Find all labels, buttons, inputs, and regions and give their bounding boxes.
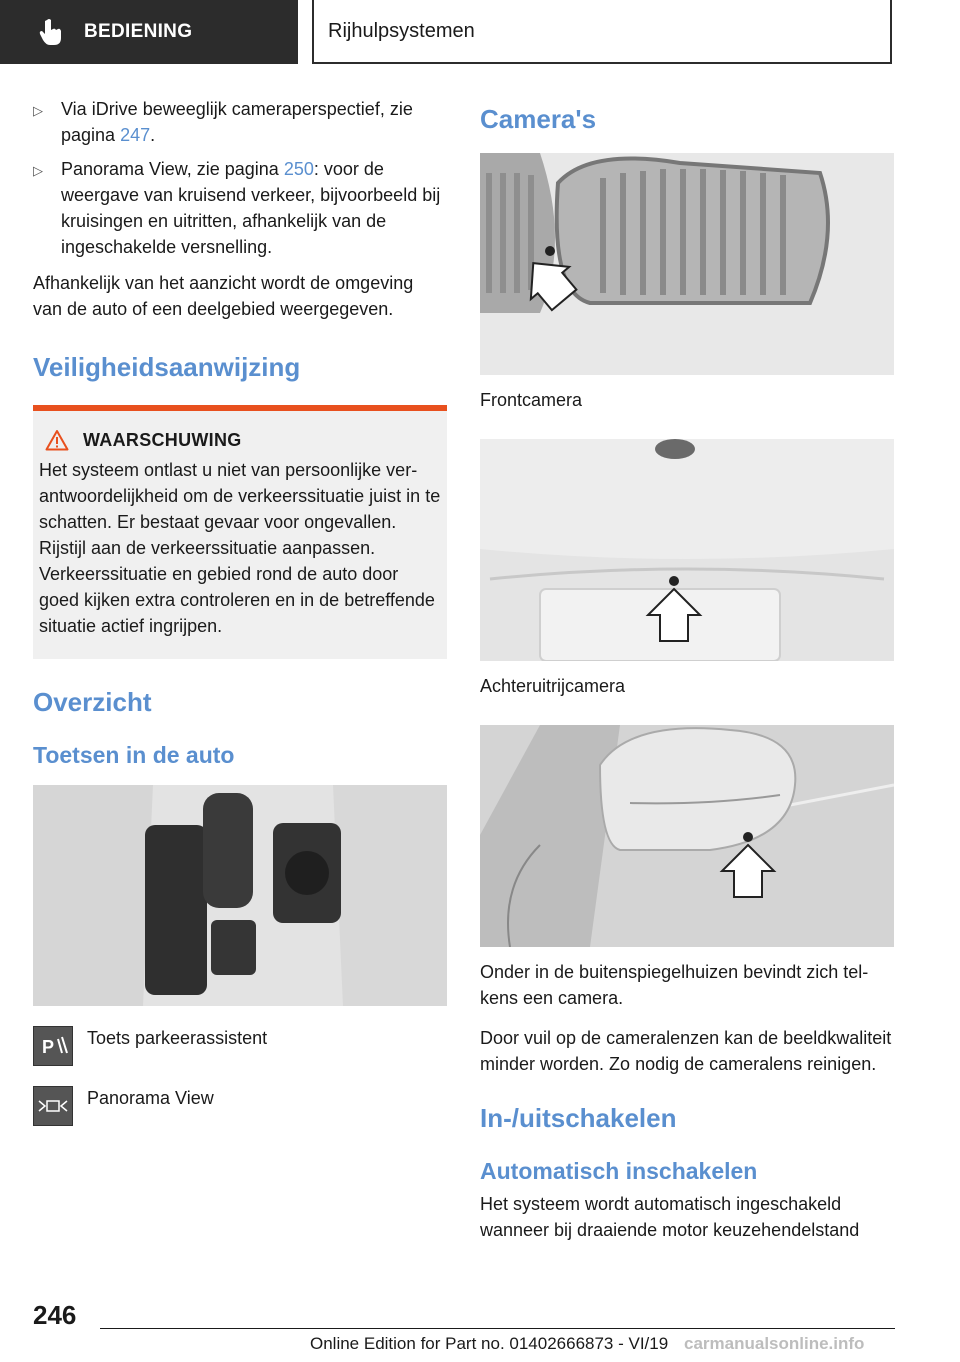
warning-triangle-icon [45, 429, 69, 451]
buttons-heading: Toetsen in de auto [33, 742, 235, 768]
watermark: carmanualsonline.info [684, 1334, 865, 1353]
footer-divider [100, 1328, 895, 1329]
button-item-park-assist [33, 1026, 447, 1066]
safety-heading: Veiligheidsaanwijzing [33, 352, 301, 382]
warning-box [33, 405, 447, 659]
button-item-panorama-view [33, 1086, 447, 1126]
auto-on-paragraph: Het systeem wordt automatisch ingeschakeld wanneer bij draaiende motor keuzehendelstand [480, 1194, 860, 1240]
chapter-title: Rijhulpsystemen [312, 0, 892, 64]
center-console-photo [33, 785, 447, 1006]
overview-heading: Overzicht [33, 687, 152, 717]
triangle-bullet-icon: ▷ [33, 103, 43, 118]
triangle-bullet-icon: ▷ [33, 163, 43, 178]
intro-paragraph: Afhankelijk van het aanzicht wordt de omgeving van de auto of een deelgebied weergegeven. [33, 273, 414, 319]
edition-note: Online Edition for Part no. 01402666873 - VI/19 [310, 1334, 669, 1353]
section-label: BEDIENING [84, 21, 193, 42]
page-link-250[interactable]: 250 [283, 159, 314, 179]
park-assist-label: Toets parkeerassistent [87, 1028, 268, 1048]
cameras-heading: Camera's [480, 104, 597, 134]
page-number: 246 [33, 1300, 77, 1330]
mirror-camera-caption: Onder in de buitenspiegelhuizen bevindt zich telkens een camera. [480, 962, 869, 1008]
lens-dirt-paragraph: Door vuil op de cameralenzen kan de beeldkwaliteit minder worden. Zo nodig de cameralens reinigen. [480, 1028, 892, 1074]
front-camera-caption: Frontcamera [480, 390, 583, 410]
on-off-heading: In-/uitschakelen [480, 1103, 677, 1133]
panorama-view-icon [33, 1086, 73, 1126]
right-column [480, 96, 894, 1243]
auto-on-heading: Automatisch inschakelen [480, 1158, 758, 1184]
section-tab [0, 0, 298, 64]
bullet-list [33, 96, 447, 260]
panorama-view-label: Panorama View [87, 1088, 214, 1108]
list-item: ▷ Via iDrive beweeglijk cameraperspectief, zie pagina 247. [33, 99, 413, 145]
park-assist-icon [33, 1026, 73, 1066]
warning-title: WAARSCHUWING [83, 429, 242, 450]
mirror-camera-photo [480, 725, 894, 947]
hand-pointer-icon [38, 18, 64, 46]
rear-camera-caption: Achteruitrijcamera [480, 676, 626, 696]
page-link-247[interactable]: 247 [120, 125, 151, 145]
rear-camera-photo [480, 439, 894, 661]
front-camera-photo [480, 153, 894, 375]
warning-text: Het systeem ontlast u niet van persoonlijke verantwoordelijkheid om de verkeerssituatie juist in te schatten. Er bestaat gevaar voor ongevallen. Rijstijl aan de verkeerssituatie aanpassen. Verkeerssituatie en gebied rond de auto door goed kijken extra controleren en in de betreffende situatie actief ingrijpen. [39, 460, 441, 636]
svg-text:P: P [42, 1037, 55, 1057]
left-column [33, 96, 447, 1126]
list-item: ▷ Panorama View, zie pagina 250: voor de weergave van kruisend verkeer, bijvoorbeeld bij kruisingen en uitritten, afhankelijk van de ingeschakelde versnelling. [33, 159, 441, 257]
